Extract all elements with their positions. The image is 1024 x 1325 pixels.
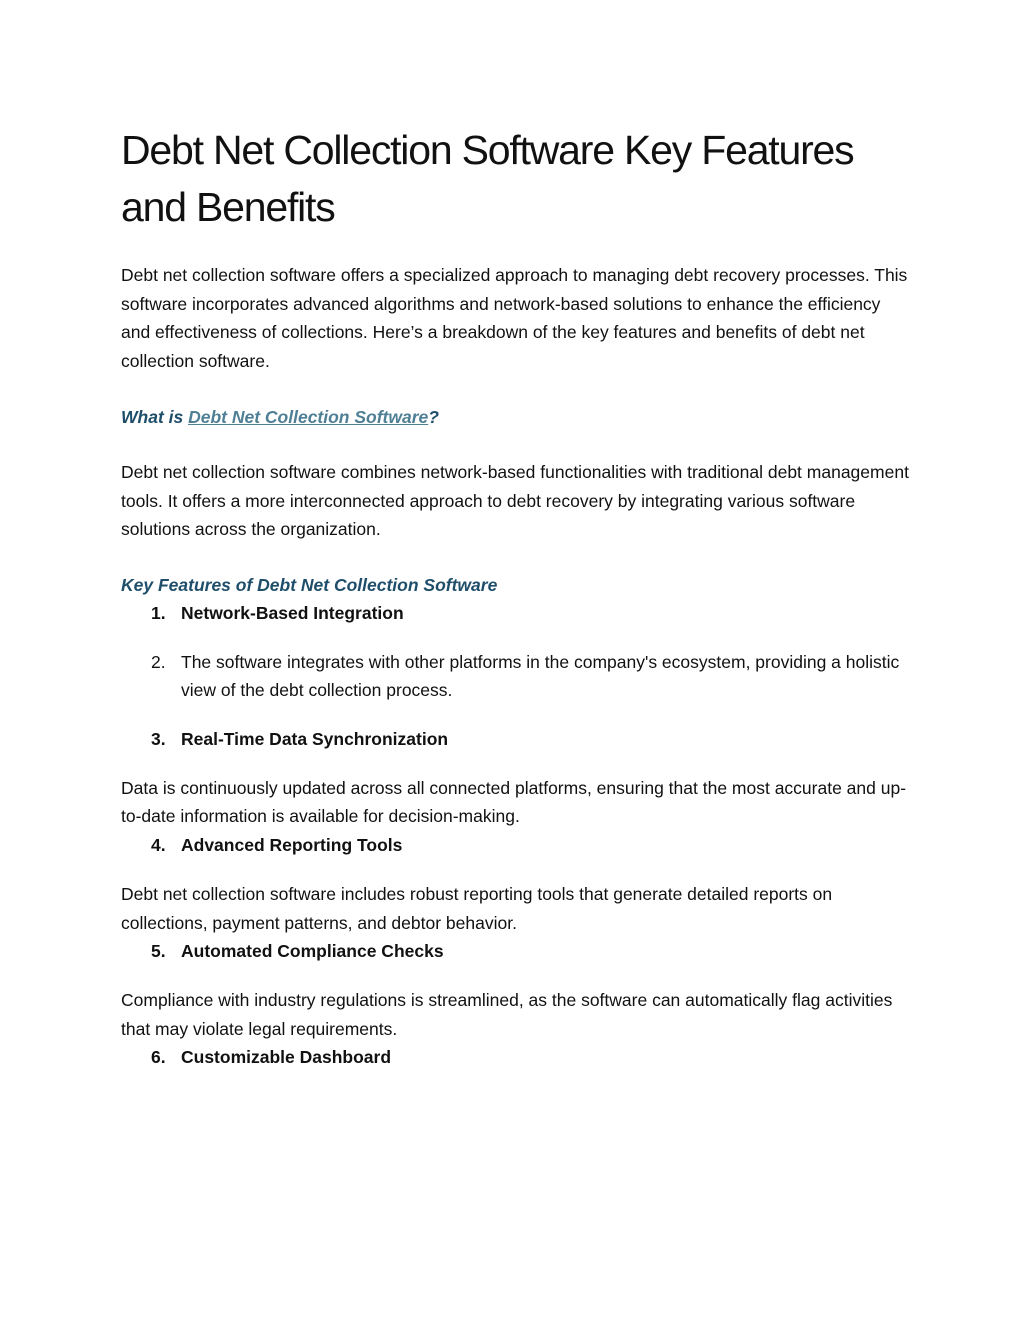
list-number: 5. <box>151 941 166 962</box>
list-number: 4. <box>151 835 166 856</box>
list-number: 3. <box>151 729 166 750</box>
compliance-paragraph: Compliance with industry regulations is streamlined, as the software can automatically flag activities that may violate legal requirements. <box>121 989 893 1039</box>
list-item-text: Network-Based Integration <box>181 602 404 623</box>
list-item-4 <box>121 831 911 860</box>
list-number: 2. <box>151 651 166 672</box>
list-item-text: Customizable Dashboard <box>181 1047 392 1068</box>
list-item-text: Automated Compliance Checks <box>181 941 444 962</box>
features-list <box>121 599 911 754</box>
what-is-suffix: ? <box>428 406 439 427</box>
intro-paragraph: Debt net collection software offers a specialized approach to managing debt recovery processes. This software incorporates advanced algorithms and network-based solutions to enhance the efficiency and effectiveness of collections. Here’s a breakdown of the key features and benefits of debt net collection software. <box>121 265 908 372</box>
what-is-heading <box>121 403 911 431</box>
debt-net-collection-software-link[interactable]: Debt Net Collection Software <box>188 406 429 427</box>
reporting-paragraph: Debt net collection software includes robust reporting tools that generate detailed reports on collections, payment patterns, and debtor behavior. <box>121 883 833 933</box>
key-features-heading: Key Features of Debt Net Collection Software <box>121 574 498 595</box>
list-item-6 <box>121 1043 911 1072</box>
list-item-text: The software integrates with other platforms in the company's ecosystem, providing a holistic view of the debt collection process. <box>181 651 900 701</box>
document-page <box>121 122 911 1072</box>
realtime-paragraph: Data is continuously updated across all connected platforms, ensuring that the most accurate and up-to-date information is available for decision-making. <box>121 777 907 827</box>
list-item-5 <box>121 937 911 966</box>
list-item-text: Real-Time Data Synchronization <box>181 729 449 750</box>
list-item-2 <box>121 648 911 705</box>
list-number: 6. <box>151 1047 166 1068</box>
list-item-3 <box>121 725 911 754</box>
what-is-paragraph: Debt net collection software combines network-based functionalities with traditional debt management tools. It offers a more interconnected approach to debt recovery by integrating various software solutions across the organization. <box>121 461 909 540</box>
list-item-1 <box>121 599 911 628</box>
page-title: Debt Net Collection Software Key Features and Benefits <box>121 127 854 230</box>
list-item-text: Advanced Reporting Tools <box>181 835 403 856</box>
list-number: 1. <box>151 602 166 623</box>
features-list-continued <box>121 831 911 860</box>
features-list-continued-2 <box>121 937 911 966</box>
features-list-continued-3 <box>121 1043 911 1072</box>
what-is-prefix: What is <box>121 406 189 427</box>
